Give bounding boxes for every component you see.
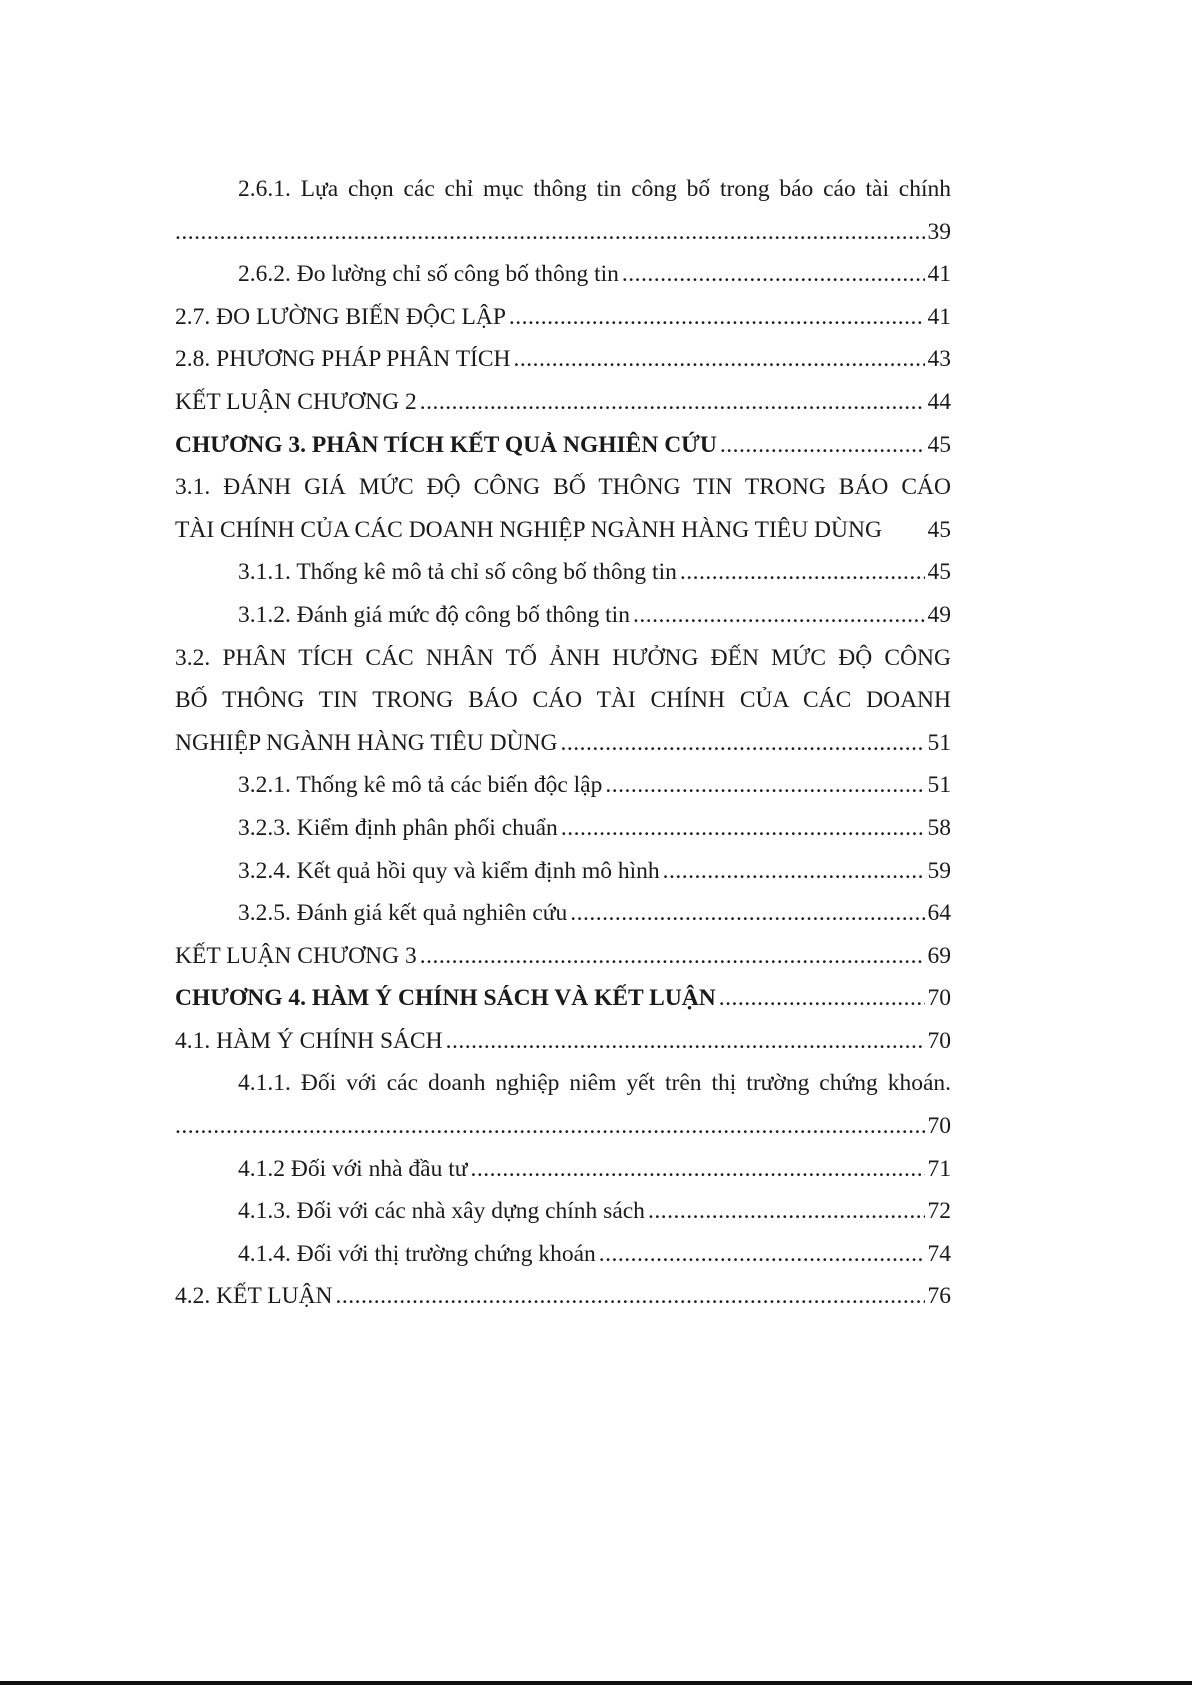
dot-leader bbox=[336, 1275, 925, 1318]
dot-leader bbox=[605, 764, 924, 807]
toc-entry-3-2-cont2[interactable]: NGHIỆP NGÀNH HÀNG TIÊU DÙNG ..... 51 bbox=[175, 722, 951, 765]
dot-leader bbox=[420, 935, 925, 978]
toc-entry-2-7[interactable]: 2.7. ĐO LƯỜNG BIẾN ĐỘC LẬP ..... 41 bbox=[175, 296, 951, 339]
toc-entry-4-1-1-page[interactable]: ..... 70 bbox=[175, 1105, 951, 1148]
dot-leader bbox=[570, 892, 924, 935]
toc-entry-4-1-4[interactable]: 4.1.4. Đối với thị trường chứng khoán ..... 74 bbox=[175, 1233, 951, 1276]
toc-entry-4-2[interactable]: 4.2. KẾT LUẬN ..... 76 bbox=[175, 1275, 951, 1318]
dot-leader bbox=[470, 1148, 924, 1191]
toc-entry-4-1-3[interactable]: 4.1.3. Đối với các nhà xây dựng chính sách ..... 72 bbox=[175, 1190, 951, 1233]
toc-entry-2-6-1[interactable]: 2.6.1. Lựa chọn các chỉ mục thông tin công bố trong báo cáo tài chính bbox=[238, 176, 951, 202]
dot-leader bbox=[561, 807, 925, 850]
toc-entry-3-1[interactable]: 3.1. ĐÁNH GIÁ MỨC ĐỘ CÔNG BỐ THÔNG TIN TRONG BÁO CÁO bbox=[175, 474, 951, 501]
table-of-contents bbox=[175, 168, 951, 1318]
dot-leader bbox=[622, 253, 925, 296]
toc-entry-3-1-1[interactable]: 3.1.1. Thống kê mô tả chỉ số công bố thông tin ..... 45 bbox=[175, 551, 951, 594]
toc-entry-ket-luan-2[interactable]: KẾT LUẬN CHƯƠNG 2 ..... 44 bbox=[175, 381, 951, 424]
dot-leader bbox=[514, 338, 925, 381]
toc-entry-3-2-3[interactable]: 3.2.3. Kiểm định phân phối chuẩn ..... 58 bbox=[175, 807, 951, 850]
dot-leader bbox=[175, 1105, 925, 1148]
dot-leader bbox=[663, 850, 925, 893]
toc-entry-2-8[interactable]: 2.8. PHƯƠNG PHÁP PHÂN TÍCH ..... 43 bbox=[175, 338, 951, 381]
dot-leader bbox=[680, 551, 925, 594]
toc-entry-4-1[interactable]: 4.1. HÀM Ý CHÍNH SÁCH ..... 70 bbox=[175, 1020, 951, 1063]
toc-entry-3-1-cont[interactable]: TÀI CHÍNH CỦA CÁC DOANH NGHIỆP NGÀNH HÀNG TIÊU DÙNG 45 bbox=[175, 516, 951, 543]
toc-entry-3-2-4[interactable]: 3.2.4. Kết quả hồi quy và kiểm định mô hình ..... 59 bbox=[175, 850, 951, 893]
dot-leader bbox=[633, 594, 925, 637]
toc-entry-2-6-1-page[interactable]: ..... 39 bbox=[175, 211, 951, 254]
dot-leader bbox=[599, 1233, 925, 1276]
dot-leader bbox=[175, 211, 925, 254]
toc-entry-4-1-1[interactable]: 4.1.1. Đối với các doanh nghiệp niêm yết trên thị trường chứng khoán. bbox=[238, 1070, 951, 1097]
toc-entry-3-1-2[interactable]: 3.1.2. Đánh giá mức độ công bố thông tin ..... 49 bbox=[175, 594, 951, 637]
dot-leader bbox=[446, 1020, 925, 1063]
toc-entry-4-1-2[interactable]: 4.1.2 Đối với nhà đầu tư ..... 71 bbox=[175, 1148, 951, 1191]
dot-leader bbox=[648, 1190, 925, 1233]
toc-entry-3-2-1[interactable]: 3.2.1. Thống kê mô tả các biến độc lập ..... 51 bbox=[175, 764, 951, 807]
dot-leader bbox=[719, 977, 925, 1020]
dot-leader bbox=[561, 722, 925, 765]
toc-entry-chuong-3[interactable]: CHƯƠNG 3. PHÂN TÍCH KẾT QUẢ NGHIÊN CỨU ..... 45 bbox=[175, 424, 951, 467]
page-bottom-border bbox=[0, 1681, 1192, 1685]
toc-entry-2-6-2[interactable]: 2.6.2. Đo lường chỉ số công bố thông tin ..... 41 bbox=[175, 253, 951, 296]
dot-leader bbox=[420, 381, 925, 424]
toc-entry-ket-luan-3[interactable]: KẾT LUẬN CHƯƠNG 3 ..... 69 bbox=[175, 935, 951, 978]
dot-leader bbox=[509, 296, 925, 339]
toc-entry-chuong-4[interactable]: CHƯƠNG 4. HÀM Ý CHÍNH SÁCH VÀ KẾT LUẬN ..... 70 bbox=[175, 977, 951, 1020]
toc-entry-3-2[interactable]: 3.2. PHÂN TÍCH CÁC NHÂN TỐ ẢNH HƯỞNG ĐẾN MỨC ĐỘ CÔNG bbox=[175, 644, 951, 671]
toc-entry-3-2-5[interactable]: 3.2.5. Đánh giá kết quả nghiên cứu ..... 64 bbox=[175, 892, 951, 935]
toc-entry-3-2-cont1[interactable]: BỐ THÔNG TIN TRONG BÁO CÁO TÀI CHÍNH CỦA CÁC DOANH bbox=[175, 687, 951, 714]
dot-leader bbox=[720, 424, 925, 467]
